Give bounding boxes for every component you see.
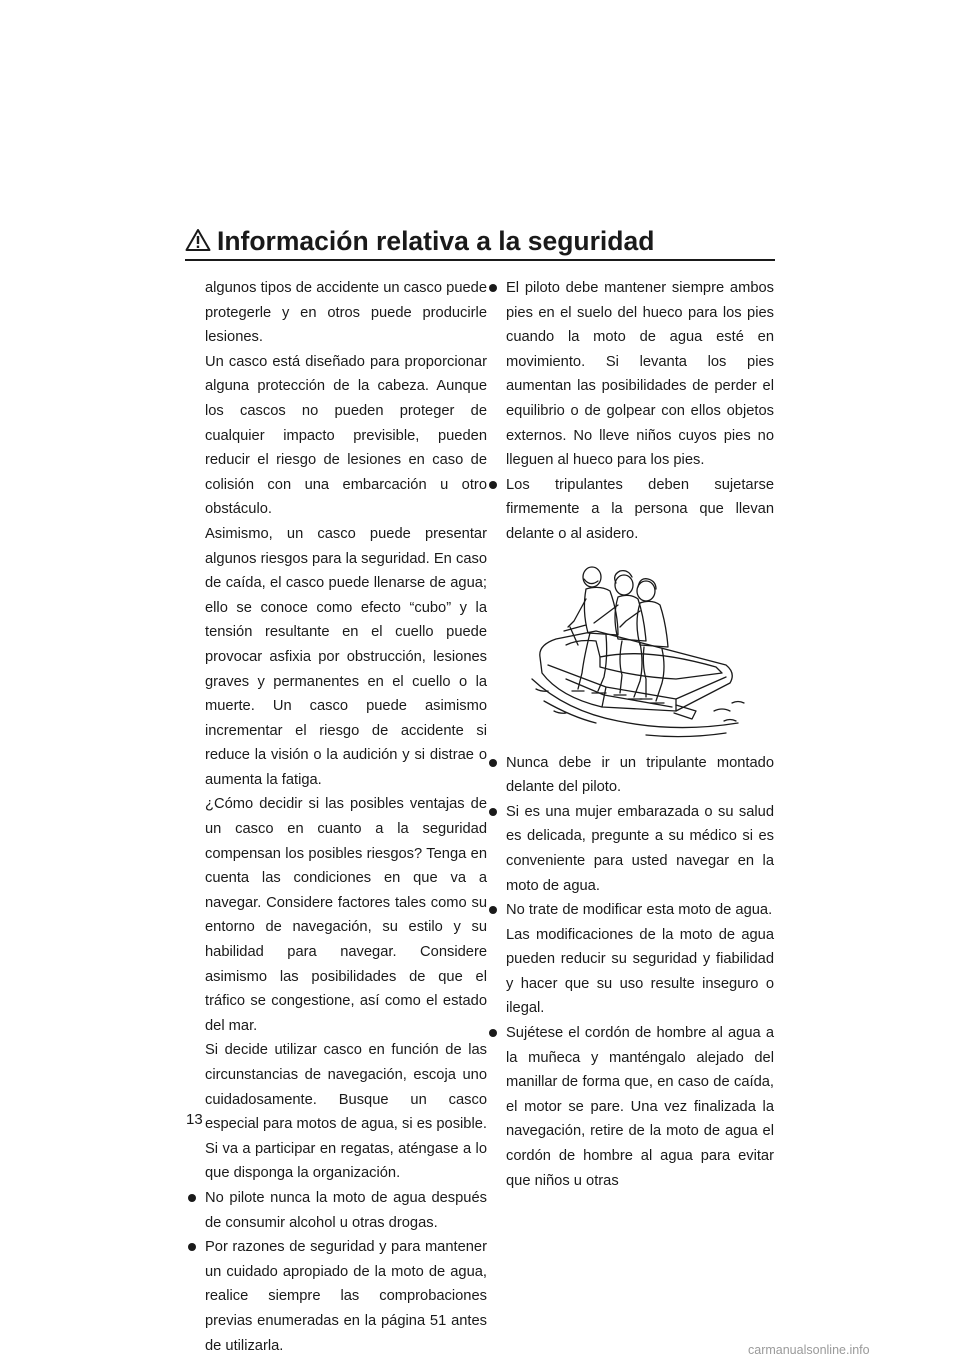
list-item-text: Por razones de seguridad y para mantener un cuidado apropiado de la moto de agua, realice siempre las comprobaciones previas enumeradas en la página 51 antes de utilizarla. [205,1239,487,1354]
list-item [488,1021,774,1193]
paragraph: Asimismo, un casco puede presentar algunos riesgos para la seguridad. En caso de caída, el casco puede llenarse de agua; ello se conoce como efecto “cubo” y la tensión resultante en el cuello puede provocar asfixia por obstrucción, lesiones graves y permanentes en el cuello o la muerte. Un casco puede asimismo incrementar el riesgo de accidente si reduce la visión o la audición y si distrae o aumenta la fatiga. [205,525,487,788]
left-column [187,276,487,1358]
page-header [185,225,775,259]
bullet-icon [489,808,497,816]
list-item [187,1235,487,1358]
list-item [488,276,774,473]
list-item-text: El piloto debe mantener siempre ambos pies en el suelo del hueco para los pies cuando la moto de agua esté en movimiento. Si levanta los pies aumentan las posibilidades de perder el equilibrio o de golpear con ellos objetos externos. No lleve niños cuyos pies no lleguen al hueco para los pies. [506,280,774,469]
header-divider [185,259,775,261]
paragraph: Si decide utilizar casco en función de las circunstancias de navegación, escoja uno cuidadosamente. Busque un casco especial para motos de agua, si es posible. Si va a participar en regatas, aténgase a lo que disponga la organización. [205,1042,487,1182]
list-item-text: Los tripulantes deben sujetarse firmemente a la persona que llevan delante o al asidero. [506,476,774,542]
paragraph: Las modificaciones de la moto de agua pueden reducir su seguridad y fiabilidad y hacer que su uso resulte inseguro o ilegal. [506,926,774,1017]
bullet-icon [188,1243,196,1251]
page-number: 13 [186,1111,203,1128]
page-title: Información relativa a la seguridad [217,226,655,256]
right-column [488,276,774,1193]
list-item [488,473,774,547]
list-item-text: No trate de modificar esta moto de agua. [506,902,773,919]
watercraft-figure [526,561,756,741]
paragraph: Un casco está diseñado para proporcionar alguna protección de la cabeza. Aunque los cascos no pueden proteger de cualquier impacto previsible, pueden reducir el riesgo de lesiones en caso de colisión con una embarcación u otro obstáculo. [205,353,487,518]
bullet-icon [188,1194,196,1202]
bullet-icon [489,481,497,489]
watermark: carmanualsonline.info [748,1343,870,1357]
list-item-text: Sujétese el cordón de hombre al agua a la muñeca y manténgalo alejado del manillar de forma que, en caso de caída, el motor se pare. Una vez finalizada la navegación, retire de la moto de agua el cordón de hombre al agua para evitar que niños u otras [506,1025,774,1189]
list-item [187,1186,487,1235]
bullet-icon [489,906,497,914]
paragraph: ¿Cómo decidir si las posibles ventajas de un casco en cuanto a la seguridad compensan los posibles riesgos? Tenga en cuenta las condiciones en que va a navegar. Considere factores tales como su entorno de navegación, su estilo y su habilidad para navegar. Considere asimismo las posibilidades de que el tráfico se congestione, así como el estado del mar. [205,796,487,1034]
list-item [488,898,774,923]
list-item-text: Si es una mujer embarazada o su salud es delicada, pregunte a su médico si es conveniente para usted navegar en la moto de agua. [506,803,774,894]
list-item-text: Nunca debe ir un tripulante montado delante del piloto. [506,754,774,796]
paragraph: algunos tipos de accidente un casco puede protegerle y en otros puede producirle lesiones. [205,280,487,346]
watercraft-riders-illustration [526,561,756,741]
bullet-icon [489,284,497,292]
bullet-icon [489,1029,497,1037]
list-item [488,751,774,800]
list-item-text: No pilote nunca la moto de agua después de consumir alcohol u otras drogas. [205,1189,487,1231]
bullet-icon [489,759,497,767]
list-item [488,800,774,898]
warning-triangle-icon [185,228,211,252]
